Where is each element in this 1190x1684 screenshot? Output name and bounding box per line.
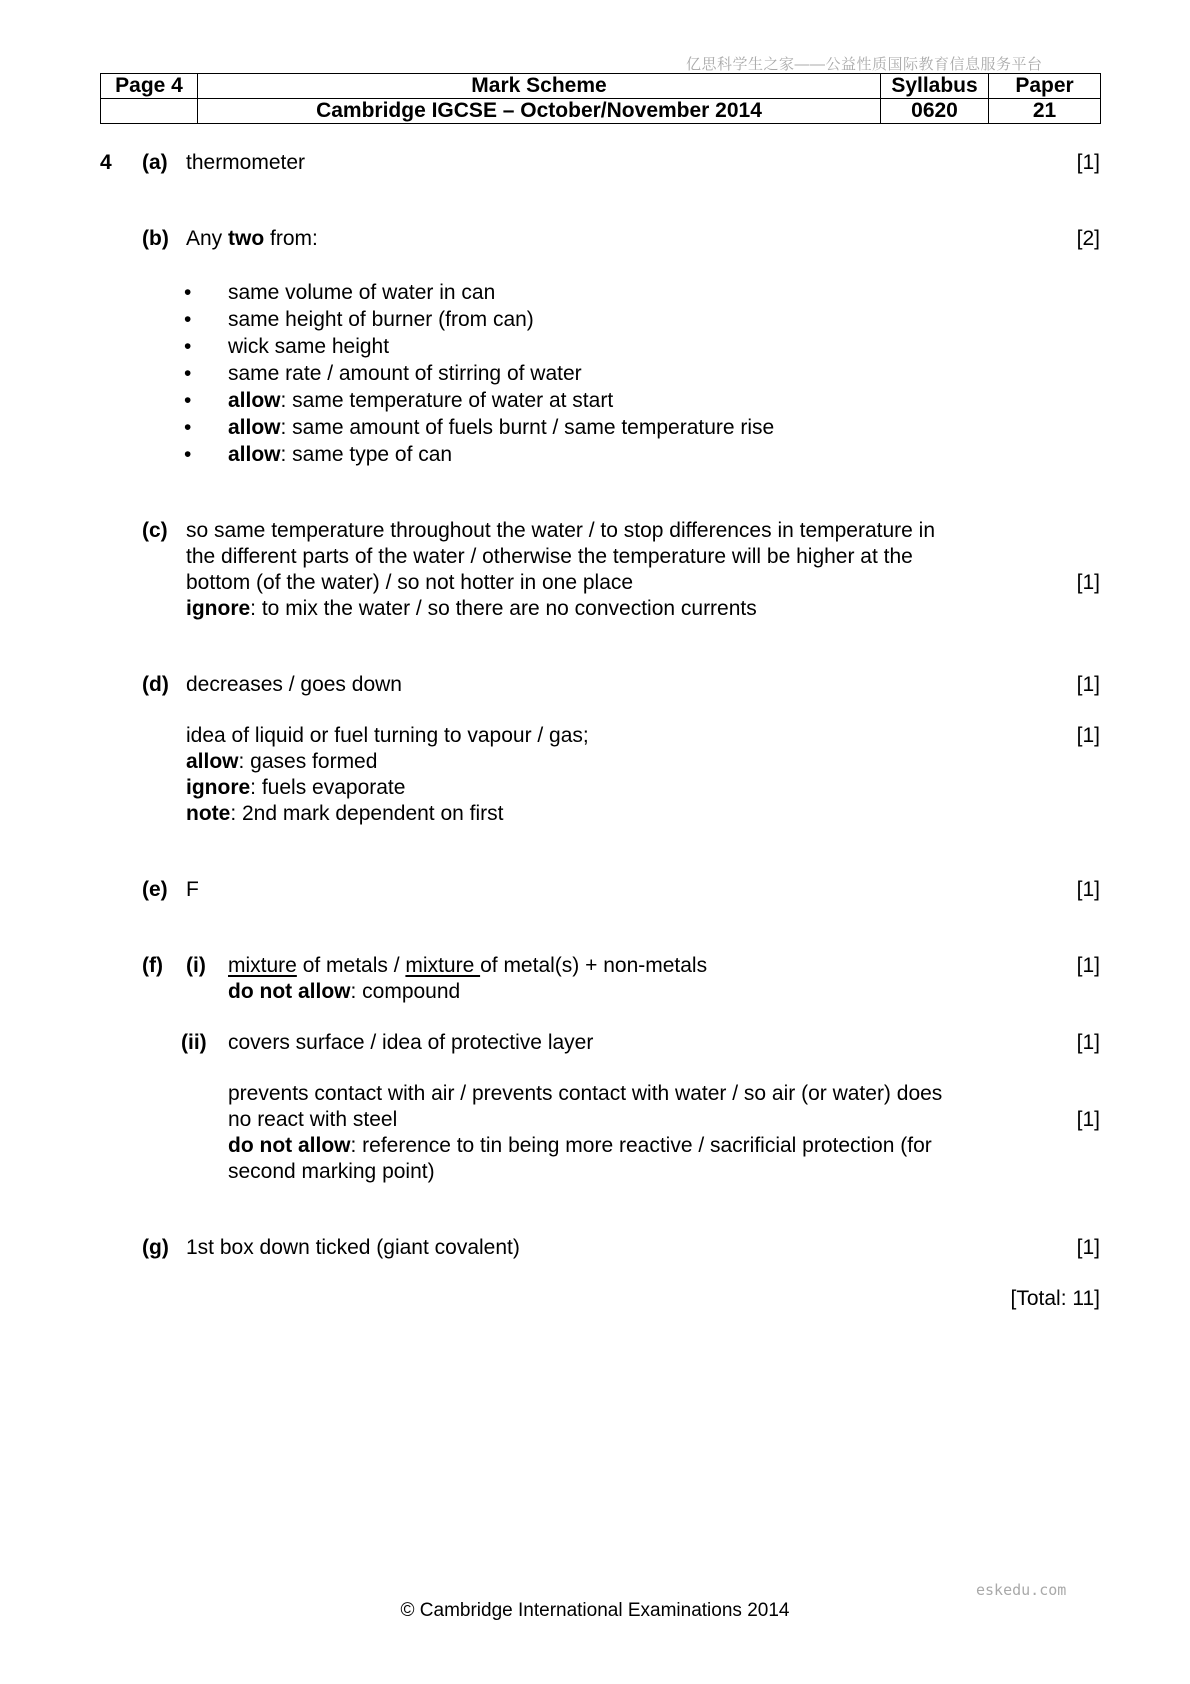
part-f-ii-answer: covers surface / idea of protective layer	[228, 1031, 594, 1054]
part-f-i-label: (i)	[186, 954, 206, 977]
watermark-text: eskedu.com	[976, 1581, 1067, 1599]
part-c-ignore: ignore: to mix the water / so there are no convection currents	[186, 597, 757, 620]
list-item: same height of burner (from can)	[228, 308, 534, 331]
list-item: allow: same amount of fuels burnt / same temperature rise	[228, 416, 775, 439]
part-f-i-mark: [1]	[1076, 954, 1100, 977]
part-c-line: bottom (of the water) / so not hotter in one place	[186, 571, 634, 594]
bullet-icon: •	[184, 335, 192, 358]
part-b-label: (b)	[142, 227, 169, 250]
list-item: wick same height	[228, 335, 390, 358]
list-item: same rate / amount of stirring of water	[228, 362, 582, 385]
list-item: allow: same type of can	[228, 443, 453, 466]
watermark-text: 亿思科学生之家——公益性质国际教育信息服务平台	[686, 56, 1043, 73]
paper-number: 21	[989, 99, 1101, 124]
bullet-icon: •	[184, 389, 192, 412]
part-f-ii-do-not-allow-cont: second marking point)	[228, 1160, 435, 1183]
part-f-ii-mark: [1]	[1076, 1031, 1100, 1054]
part-d-mark: [1]	[1076, 673, 1100, 696]
empty-cell	[101, 99, 198, 124]
part-e-label: (e)	[142, 878, 168, 901]
total-marks: [Total: 11]	[1010, 1287, 1100, 1310]
part-b-intro: Any two from:	[186, 227, 318, 250]
part-f-ii-line: no react with steel	[228, 1108, 398, 1131]
page-number: Page 4	[101, 74, 198, 99]
part-f-label: (f)	[142, 954, 163, 977]
list-item: same volume of water in can	[228, 281, 496, 304]
part-c-label: (c)	[142, 519, 168, 542]
part-c-line: the different parts of the water / otherwise the temperature will be higher at the	[186, 545, 913, 568]
part-f-i-answer: mixture of metals / mixture of metal(s) + non-metals	[228, 954, 708, 977]
syllabus-label: Syllabus	[881, 74, 989, 99]
part-f-ii-mark: [1]	[1076, 1108, 1100, 1131]
part-d-answer: idea of liquid or fuel turning to vapour / gas;	[186, 724, 589, 747]
part-d-allow: allow: gases formed	[186, 750, 378, 773]
part-d-answer: decreases / goes down	[186, 673, 402, 696]
part-a-answer: thermometer	[186, 151, 306, 174]
part-a-mark: [1]	[1076, 151, 1100, 174]
part-f-ii-line: prevents contact with air / prevents contact with water / so air (or water) does	[228, 1082, 943, 1105]
part-g-answer: 1st box down ticked (giant covalent)	[186, 1236, 520, 1259]
part-e-mark: [1]	[1076, 878, 1100, 901]
part-c-line: so same temperature throughout the water / to stop differences in temperature in	[186, 519, 936, 542]
part-d-mark: [1]	[1076, 724, 1100, 747]
part-g-mark: [1]	[1076, 1236, 1100, 1259]
part-a-label: (a)	[142, 151, 168, 174]
document-title: Mark Scheme	[198, 74, 881, 99]
part-c-mark: [1]	[1076, 571, 1100, 594]
list-item: allow: same temperature of water at start	[228, 389, 614, 412]
part-d-label: (d)	[142, 673, 169, 696]
bullet-icon: •	[184, 443, 192, 466]
part-g-label: (g)	[142, 1236, 169, 1259]
bullet-icon: •	[184, 308, 192, 331]
part-e-answer: F	[186, 878, 199, 901]
bullet-icon: •	[184, 416, 192, 439]
part-d-ignore: ignore: fuels evaporate	[186, 776, 406, 799]
paper-label: Paper	[989, 74, 1101, 99]
part-f-ii-do-not-allow: do not allow: reference to tin being more reactive / sacrificial protection (for	[228, 1134, 932, 1157]
syllabus-code: 0620	[881, 99, 989, 124]
part-f-i-do-not-allow: do not allow: compound	[228, 980, 461, 1003]
part-b-mark: [2]	[1076, 227, 1100, 250]
part-f-ii-label: (ii)	[181, 1031, 207, 1054]
question-number: 4	[100, 151, 112, 174]
document-subtitle: Cambridge IGCSE – October/November 2014	[198, 99, 881, 124]
bullet-icon: •	[184, 362, 192, 385]
copyright-footer: © Cambridge International Examinations 2014	[400, 1600, 790, 1621]
bullet-icon: •	[184, 281, 192, 304]
header-table	[100, 73, 1101, 124]
part-d-note: note: 2nd mark dependent on first	[186, 802, 504, 825]
